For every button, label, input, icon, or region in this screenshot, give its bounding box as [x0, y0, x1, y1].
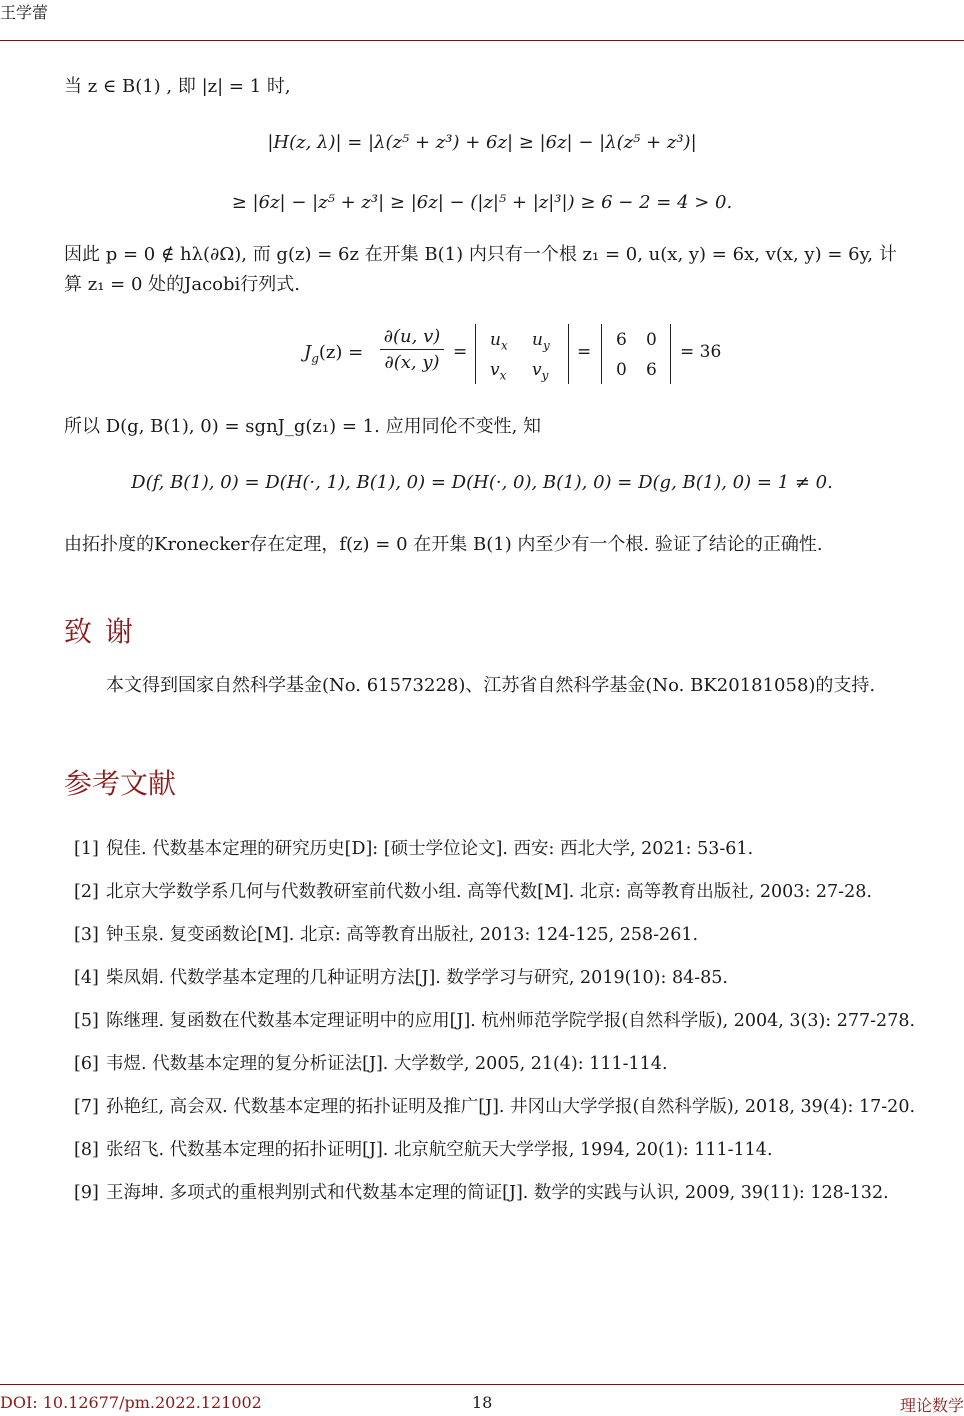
acknowledgement-text: 本文得到国家自然科学基金(No. 61573228)、江苏省自然科学基金(No. BK20181058)的支持.	[106, 675, 876, 696]
fraction-denominator: ∂(x, y)	[384, 352, 440, 373]
jacobian-result: = 36	[680, 342, 722, 362]
fraction-bar	[380, 349, 444, 350]
body-line-1: 当 z ∈ B(1) , 即 |z| = 1 时,	[64, 76, 291, 97]
reference-text: 韦煜. 代数基本定理的复分析证法[J]. 大学数学, 2005, 21(4): 111-114.	[106, 1054, 668, 1074]
reference-item	[64, 1049, 964, 1080]
paragraph-1-line-2: 算 z₁ = 0 处的Jacobi行列式.	[64, 274, 300, 295]
references-list	[64, 834, 964, 1221]
reference-item	[64, 1006, 964, 1037]
matrix-cell-vx: $v_x$	[490, 360, 507, 383]
equation-1: |H(z, λ)| = |λ(z⁵ + z³) + 6z| ≥ |6z| − |λ(z⁵ + z³)|	[267, 132, 697, 153]
reference-text: 陈继理. 复函数在代数基本定理证明中的应用[J]. 杭州师范学院学报(自然科学版), 2004, 3(3): 277-278.	[106, 1011, 916, 1031]
footer-doi[interactable]: DOI: 10.12677/pm.2022.121002	[0, 1393, 262, 1412]
reference-text: 王海坤. 多项式的重根判别式和代数基本定理的简证[J]. 数学的实践与认识, 2009, 39(11): 128-132.	[106, 1183, 889, 1203]
fraction-numerator: ∂(u, v)	[383, 326, 441, 347]
footer-page-number: 18	[472, 1393, 493, 1412]
acknowledgement-heading: 致 谢	[64, 615, 135, 648]
reference-text: 柴凤娟. 代数学基本定理的几种证明方法[J]. 数学学习与研究, 2019(10): 84-85.	[106, 968, 728, 988]
body-line-3: 所以 D(g, B(1), 0) = sgnJ_g(z₁) = 1. 应用同伦不变性, 知	[64, 416, 542, 437]
references-heading: 参考文献	[64, 767, 177, 800]
body-line-4: 由拓扑度的Kronecker存在定理，f(z) = 0 在开集 B(1) 内至少有一个根. 验证了结论的正确性.	[64, 534, 823, 555]
matrix-value-11: 6	[616, 330, 627, 350]
paragraph-1-line-1: 因此 p = 0 ∉ hλ(∂Ω), 而 g(z) = 6z 在开集 B(1) 内只有一个根 z₁ = 0, u(x, y) = 6x, v(x, y) = 6y, 计	[64, 244, 897, 265]
equals-sign: =	[577, 342, 592, 362]
reference-number: [7]	[74, 1097, 99, 1117]
reference-item	[64, 1178, 964, 1209]
equation-3: D(f, B(1), 0) = D(H(·, 1), B(1), 0) = D(H(·, 0), B(1), 0) = D(g, B(1), 0) = 1 ≠ 0.	[131, 472, 833, 493]
matrix-partials	[475, 324, 569, 384]
matrix-value-21: 0	[616, 360, 627, 380]
matrix-cell-vy: $v_y$	[532, 360, 549, 383]
reference-item	[64, 877, 964, 908]
footer-rule	[0, 1384, 964, 1385]
matrix-value-12: 0	[646, 330, 657, 350]
equals-sign: =	[453, 342, 468, 362]
jacobian-fraction	[380, 326, 444, 373]
matrix-value-22: 6	[646, 360, 657, 380]
jacobian-lhs: $J_g(z)$ =	[304, 342, 364, 366]
jacobian-equation	[0, 318, 964, 392]
reference-item	[64, 920, 964, 951]
reference-number: [4]	[74, 968, 99, 988]
reference-text: 孙艳红, 高会双. 代数基本定理的拓扑证明及推广[J]. 井冈山大学学报(自然科学版), 2018, 39(4): 17-20.	[106, 1097, 916, 1117]
reference-number: [2]	[74, 882, 99, 902]
matrix-values	[601, 324, 671, 384]
reference-number: [6]	[74, 1054, 99, 1074]
reference-text: 张绍飞. 代数基本定理的拓扑证明[J]. 北京航空航天大学学报, 1994, 20(1): 111-114.	[106, 1140, 773, 1160]
reference-number: [1]	[74, 839, 99, 859]
header-rule	[0, 40, 964, 41]
reference-text: 钟玉泉. 复变函数论[M]. 北京: 高等教育出版社, 2013: 124-125, 258-261.	[106, 925, 699, 945]
reference-number: [9]	[74, 1183, 99, 1203]
reference-number: [8]	[74, 1140, 99, 1160]
footer-journal: 理论数学	[899, 1396, 964, 1415]
reference-number: [3]	[74, 925, 99, 945]
reference-number: [5]	[74, 1011, 99, 1031]
running-header-author: 王学蕾	[0, 3, 49, 22]
reference-item	[64, 1092, 964, 1123]
matrix-cell-uy: $u_y$	[532, 330, 550, 353]
reference-item	[64, 834, 964, 865]
reference-text: 北京大学数学系几何与代数教研室前代数小组. 高等代数[M]. 北京: 高等教育出版社, 2003: 27-28.	[106, 882, 872, 902]
reference-text: 倪佳. 代数基本定理的研究历史[D]: [硕士学位论文]. 西安: 西北大学, 2021: 53-61.	[106, 839, 754, 859]
reference-item	[64, 963, 964, 994]
reference-item	[64, 1135, 964, 1166]
matrix-cell-ux: $u_x$	[490, 330, 508, 353]
equation-2: ≥ |6z| − |z⁵ + z³| ≥ |6z| − (|z|⁵ + |z|³|) ≥ 6 − 2 = 4 > 0.	[231, 192, 733, 213]
